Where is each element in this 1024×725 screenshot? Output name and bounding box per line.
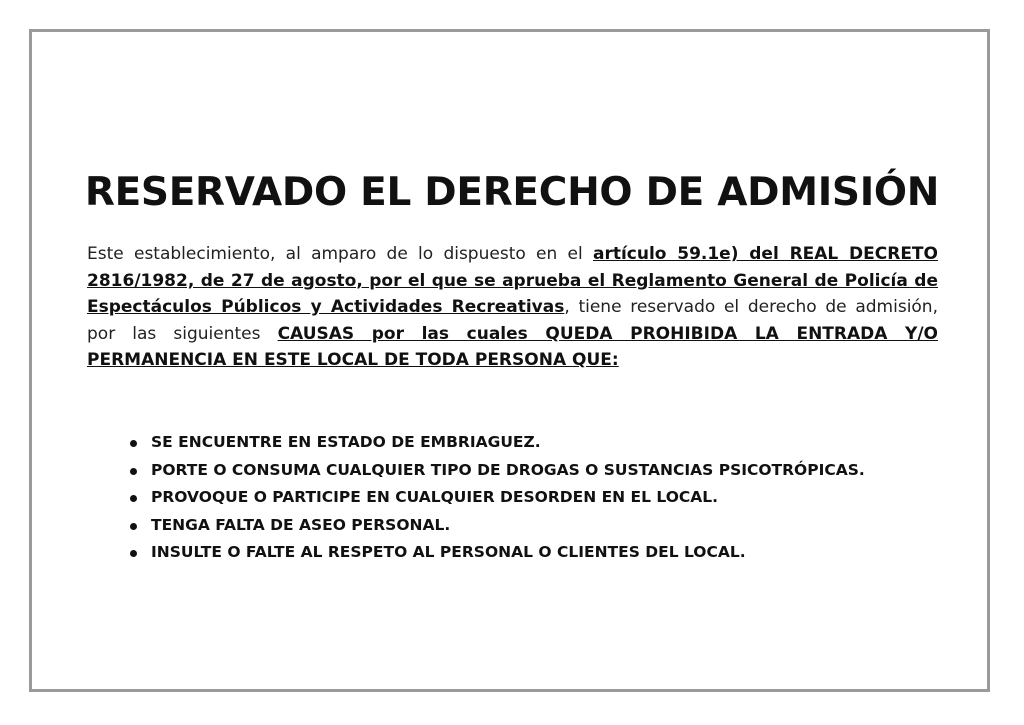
cause-text: INSULTE O FALTE AL RESPETO AL PERSONAL O CLIENTES DEL LOCAL. (151, 543, 746, 561)
list-item (128, 429, 958, 457)
legal-reference: artículo 59.1e) del REAL DECRETO 2816/1982, de 27 de agosto, por el que se aprueba el Reglamento General de Policía de Espectáculos Públicos y Actividades Recreativas (87, 244, 938, 317)
intro-text-middle: , tiene reservado el derecho de admisión, por las siguientes (87, 297, 938, 344)
intro-paragraph (87, 241, 938, 374)
causes-heading: CAUSAS por las cuales QUEDA PROHIBIDA LA ENTRADA Y/O PERMANENCIA EN ESTE LOCAL DE TODA PERSONA QUE: (87, 323, 938, 370)
bullet-icon (130, 495, 137, 502)
bullet-icon (130, 440, 137, 447)
bullet-icon (130, 468, 137, 475)
cause-text: SE ENCUENTRE EN ESTADO DE EMBRIAGUEZ. (151, 433, 541, 451)
list-item (128, 512, 958, 540)
list-item (128, 484, 958, 512)
bullet-icon (130, 523, 137, 530)
causes-list (128, 429, 958, 567)
page-title: RESERVADO EL DERECHO DE ADMISIÓN (84, 170, 940, 215)
cause-text: TENGA FALTA DE ASEO PERSONAL. (151, 515, 451, 534)
list-item (128, 539, 958, 567)
cause-text: PROVOQUE O PARTICIPE EN CUALQUIER DESORDEN EN EL LOCAL. (151, 488, 719, 506)
bullet-icon (130, 550, 137, 557)
intro-text-start: Este establecimiento, al amparo de lo dispuesto en el (87, 244, 593, 264)
list-item (128, 457, 958, 485)
cause-text: PORTE O CONSUMA CUALQUIER TIPO DE DROGAS O SUSTANCIAS PSICOTRÓPICAS. (151, 460, 865, 479)
